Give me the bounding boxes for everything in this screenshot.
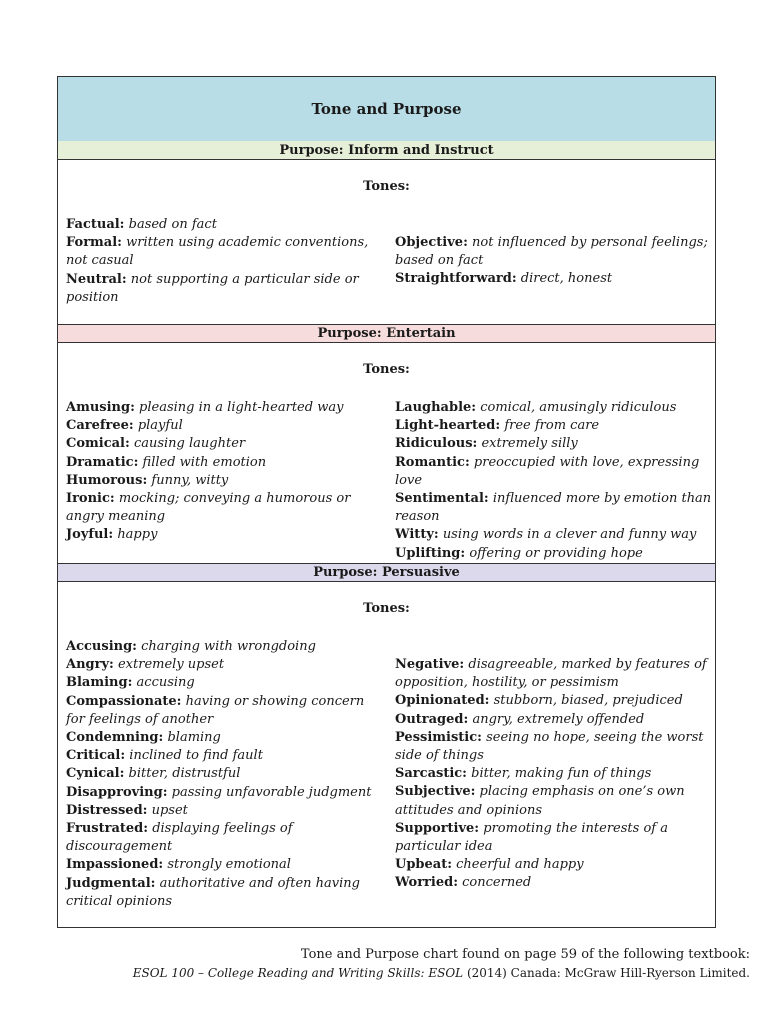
tone-definition: preoccupied with love, expressing love [395, 454, 700, 488]
tone-entry [66, 747, 384, 765]
tone-entry [66, 820, 384, 856]
citation-reference [133, 964, 750, 982]
tone-term: Impassioned: [66, 857, 164, 873]
tone-entry [66, 216, 384, 234]
purpose-inform-header: Purpose: Inform and Instruct [58, 141, 715, 160]
tone-term: Judgmental: [66, 875, 156, 891]
tone-term: Accusing: [66, 639, 137, 654]
tone-entry [66, 802, 384, 820]
tone-definition: comical, amusingly ridiculous [480, 400, 677, 415]
tone-definition: pleasing in a light-hearted way [139, 400, 344, 415]
tone-definition: concerned [462, 875, 532, 891]
tone-term: Opinionated: [395, 693, 490, 709]
tone-term: Factual: [66, 217, 125, 232]
tone-term: Pessimistic: [395, 729, 482, 745]
tone-entry [395, 435, 713, 453]
tone-term: Uplifting: [395, 545, 466, 561]
tone-entry [395, 490, 713, 526]
tone-definition: inclined to find fault [129, 748, 263, 764]
tone-definition: disagreeable, marked by features of opposition, hostility, or pessimism [395, 657, 707, 691]
tone-term: Objective: [395, 235, 468, 250]
tone-definition: direct, honest [520, 271, 613, 287]
tone-definition: placing emphasis on one’s own attitudes and opinions [395, 784, 685, 818]
purpose-entertain-header: Purpose: Entertain [58, 324, 715, 343]
tone-term: Witty: [395, 527, 439, 543]
tone-term: Negative: [395, 657, 465, 672]
tone-entry [395, 545, 713, 563]
tone-term: Compassionate: [66, 693, 182, 709]
tone-term: Amusing: [66, 400, 135, 415]
tone-entry [66, 765, 384, 783]
tone-term: Supportive: [395, 820, 480, 836]
tone-entry [66, 784, 384, 802]
book-publication: (2014) Canada: McGraw Hill-Ryerson Limited. [463, 966, 750, 980]
tone-entry [395, 820, 713, 856]
tone-entry [66, 674, 384, 692]
tone-term: Sentimental: [395, 491, 489, 507]
tone-entry [395, 234, 713, 270]
tone-definition: using words in a clever and funny way [442, 527, 697, 543]
tone-term: Blaming: [66, 675, 133, 691]
tone-entry [66, 271, 384, 307]
entertain-left-column [66, 399, 384, 545]
tone-definition: authoritative and often having critical opinions [66, 875, 360, 909]
tone-entry [66, 856, 384, 874]
tone-definition: not supporting a particular side or position [66, 271, 359, 305]
tone-entry [66, 656, 384, 674]
chart-title: Tone and Purpose [58, 77, 715, 142]
tone-definition: happy [117, 527, 158, 543]
tone-definition: seeing no hope, seeing the worst side of things [395, 729, 704, 764]
tone-term: Frustrated: [66, 821, 149, 837]
tone-definition: mocking; conveying a humorous or angry meaning [66, 491, 351, 525]
tone-entry [66, 435, 384, 453]
tone-definition: extremely upset [117, 657, 225, 673]
purpose-persuasive-header: Purpose: Persuasive [58, 563, 715, 582]
tone-entry [395, 711, 713, 729]
tone-term: Neutral: [66, 271, 127, 287]
tone-entry [66, 454, 384, 472]
tone-definition: charging with wrongdoing [141, 639, 316, 654]
tone-entry [395, 765, 713, 783]
tone-definition: stubborn, biased, prejudiced [493, 693, 683, 709]
tone-term: Straightforward: [395, 271, 517, 287]
tone-definition: written using academic conventions, not casual [66, 235, 369, 269]
persuasive-left-column [66, 638, 384, 911]
tone-definition: free from care [504, 418, 600, 434]
tone-term: Worried: [395, 875, 459, 891]
tone-definition: funny, witty [151, 472, 229, 488]
tone-definition: having or showing concern for feelings of another [66, 693, 365, 727]
tone-definition: influenced more by emotion than reason [395, 491, 712, 525]
tone-definition: causing laughter [133, 436, 246, 452]
tone-term: Ironic: [66, 491, 115, 507]
tone-term: Laughable: [395, 400, 477, 415]
tone-definition: passing unfavorable judgment [171, 784, 372, 800]
tone-term: Comical: [66, 436, 130, 452]
tone-term: Angry: [66, 657, 114, 673]
tone-entry [395, 454, 713, 490]
tone-definition: filled with emotion [142, 454, 267, 470]
tone-purpose-chart [57, 76, 716, 928]
tone-entry [395, 729, 713, 765]
tones-label: Tones: [363, 601, 410, 616]
tone-term: Subjective: [395, 784, 476, 800]
tone-definition: extremely silly [481, 436, 578, 452]
tone-entry [66, 638, 384, 656]
tone-entry [66, 490, 384, 526]
tone-term: Ridiculous: [395, 436, 478, 452]
tone-entry [66, 693, 384, 729]
tones-label: Tones: [363, 179, 410, 194]
tone-definition: displaying feelings of discouragement [66, 821, 293, 855]
tone-definition: playful [137, 418, 183, 434]
tone-term: Romantic: [395, 454, 470, 470]
tone-term: Sarcastic: [395, 766, 467, 782]
tone-definition: based on fact [128, 217, 217, 232]
tone-entry [66, 472, 384, 490]
tone-entry [66, 417, 384, 435]
tones-label: Tones: [363, 362, 410, 377]
entertain-right-column [395, 399, 713, 563]
source-citation [133, 946, 750, 982]
tone-definition: not influenced by personal feelings; based on fact [395, 235, 708, 269]
tone-term: Upbeat: [395, 857, 453, 873]
tone-definition: angry, extremely offended [472, 711, 645, 727]
tone-entry [66, 399, 384, 417]
tone-definition: offering or providing hope [469, 545, 643, 561]
tone-definition: cheerful and happy [456, 857, 584, 873]
tone-definition: promoting the interests of a particular idea [395, 820, 668, 855]
tone-entry [395, 270, 713, 288]
tone-entry [395, 874, 713, 892]
tone-term: Humorous: [66, 472, 148, 488]
tone-term: Disapproving: [66, 784, 168, 800]
tone-entry [395, 692, 713, 710]
inform-right-column [395, 234, 713, 289]
citation-line: Tone and Purpose chart found on page 59 of the following textbook: [300, 947, 750, 962]
tone-definition: bitter, distrustful [128, 766, 241, 782]
persuasive-right-column [395, 656, 713, 893]
tone-definition: bitter, making fun of things [471, 766, 652, 782]
tone-term: Outraged: [395, 711, 469, 727]
tone-entry [395, 783, 713, 819]
tone-entry [66, 729, 384, 747]
tone-definition: blaming [167, 730, 221, 746]
tone-entry [395, 656, 713, 692]
tone-term: Light-hearted: [395, 418, 501, 434]
tone-term: Condemning: [66, 730, 164, 746]
tone-term: Critical: [66, 748, 126, 764]
tone-definition: upset [151, 802, 188, 818]
book-title: ESOL 100 – College Reading and Writing Skills: ESOL [132, 966, 464, 980]
tone-term: Distressed: [66, 802, 148, 818]
tone-entry [395, 417, 713, 435]
tone-entry [66, 526, 384, 544]
tone-term: Cynical: [66, 766, 125, 782]
tone-entry [66, 875, 384, 911]
tone-term: Carefree: [66, 418, 134, 434]
tone-entry [66, 234, 384, 270]
tone-term: Dramatic: [66, 454, 139, 470]
tone-entry [395, 399, 713, 417]
tone-term: Joyful: [66, 527, 114, 543]
tone-definition: accusing [136, 675, 195, 691]
inform-left-column [66, 216, 384, 307]
tone-entry [395, 856, 713, 874]
tone-term: Formal: [66, 235, 122, 251]
tone-definition: strongly emotional [167, 857, 291, 873]
tone-entry [395, 526, 713, 544]
